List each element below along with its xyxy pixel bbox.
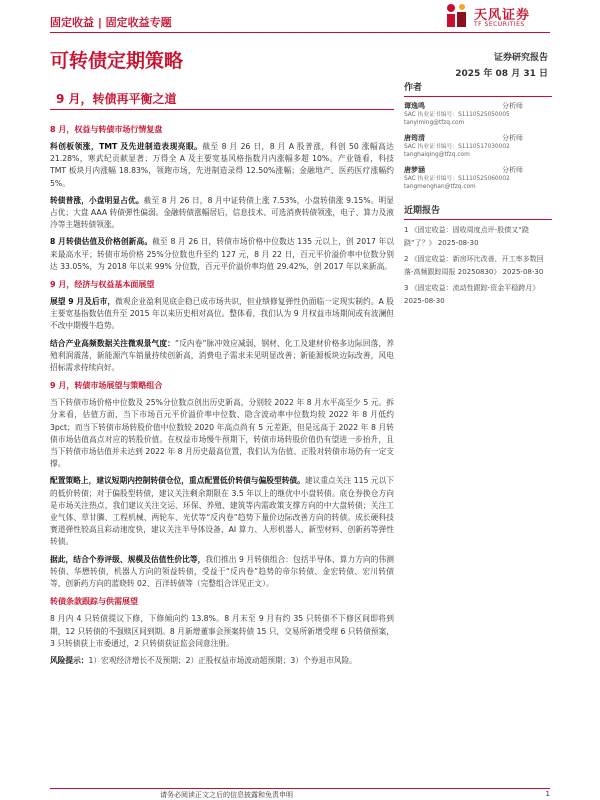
paragraph [50,236,394,273]
brand-logo [444,2,554,32]
analyst-email[interactable]: tanyiming@tfzq.com [404,120,465,126]
paragraph-lead: 据此，结合个券评级、规模及估值性价比等， [50,554,206,564]
analyst-cert: SAC 执业证书编号：S1110517030002 [404,144,510,150]
paragraph-lead: 配置策略上，建议短期内控制转债仓位，重点配置低价转债与偏股型转债。 [50,476,305,486]
recent-report-link[interactable]: 3 《固定收益：流动性跟踪-资金平稳跨月》 2025-08-30 [404,284,540,305]
section-heading: 转债条款跟踪与供需展望 [50,597,138,607]
section-heading: 9 月，经济与权益基本面展望 [50,280,155,290]
section-heading: 8 月，权益与转债市场行情复盘 [50,125,163,134]
report-type: 证券研究报告 [493,53,548,63]
subtitle-bar [50,86,394,110]
main-content [50,118,394,672]
paragraph-text: 当下转债市场价格中位数及 25%分位数点创出历史新高，分别较 2022 年 8 月水平高至少 5 元。拆分来看，估值方面，当下市场百元平价溢价率中位数、隐含波动率中位数均较 2022 年 8 月低约 3pct；而当下转债市场转股价值中位数较 2020 年高点尚有 5 元差距，但是远高于 2022 年 8 月转债市场估值高点对应的转股价值。在权益市场慢牛预期下，转债市场转股价值仍有望进一步抬升，且当下转债市场估值并未达到 2022 年 8 月历史最高位置，我们认为估值、正股对转债市场仍有一定支撑。 [50,398,394,469]
paragraph [50,338,394,375]
recent-report-link[interactable]: 2 《固定收益：新房环比改善，开工率多数回落-高频跟踪周报 20250830》 2025-08-30 [404,255,544,276]
analyst-role: 分析师 [502,134,523,142]
paragraph-text: 我们推出 9 月转债组合：包括半导体、算力方向的伟测转债、华懋转债，机器人方向的领益转债，受益于“反内卷”趋势的帝尔转债、金宏转债、宏川转债等，创新药方向的蓝晓转 02、百洋转债等（完整组合详见正文）。 [50,554,394,589]
paragraph-lead: 8 月转债估值及价格创新高。 [50,237,153,247]
analyst-name: 唐筠清 [404,134,425,142]
report-date: 2025 年 08 月 31 日 [455,69,548,79]
analyst-role: 分析师 [502,166,523,174]
paragraph [50,475,394,548]
paragraph [50,397,394,470]
paragraph-text: “反内卷”脉冲效应减弱，钢材、化工及建材价格多边际回落，养殖利润震荡，新能源汽车销量持续创新高，消费电子需求未见明显改善；新能源板块边际改善，风电招标需求持续向好。 [50,338,394,373]
paragraph [50,195,394,232]
paragraph [50,141,394,190]
authors-heading: 作者 [404,80,552,97]
paragraph [50,296,394,333]
paragraph-lead: 转债普涨，小盘明显占优。 [50,195,144,205]
analyst-name: 谭逸鸣 [404,102,425,110]
paragraph-lead: 科创板领涨，TMT 及先进制造表现亮眼。 [50,142,203,151]
logo-cn-text: 天风证券 [474,8,531,23]
paragraph-text: 截至 8 月 26 日，8 月 A 股普涨，科创 50 涨幅高达 21.28%，寒武纪贡献显著；万得全 A 及主要宽基风格指数月内涨幅多超 10%。产业链看，科技 TMT 板块月内涨幅 18.83%，领跑市场，先进制造录得 12.50%涨幅；金融地产、医药医疗涨幅约 5%。 [50,142,394,188]
analyst-card [404,133,552,159]
analyst-email[interactable]: tangmenghan@tfzq.com [404,184,476,190]
analyst-cert: SAC 执业证书编号：S1110525060002 [404,176,510,182]
paragraph-text: 8 月内 4 只转债提议下修，下修倾向约 13.8%。8 月末至 9 月有约 35 只转债不下修区间即将到期，12 只转债的不强赎区间到期。8 月新增董事会预案转债 15 只，交易所新增受理 6 只转债预案，3 只转债获上市委通过，2 只转债获证监会同意注册。 [50,614,394,648]
paragraph-text: 1）宏观经济增长不及预期；2）正股权益市场波动超预期；3）个券退市风险。 [88,655,357,665]
analyst-role: 分析师 [502,102,523,110]
analyst-card [404,165,552,191]
recent-reports [404,203,552,307]
analyst-email[interactable]: tanghaiqing@tfzq.com [404,152,470,158]
paragraph [50,655,394,667]
analyst-cert: SAC 执业证书编号：S1110525050005 [404,112,510,118]
report-title: 可转债定期策略 [50,50,184,72]
header-divider [50,32,550,33]
footer-divider [50,788,550,789]
page-number: 1 [545,790,550,798]
paragraph [50,554,394,591]
header-category: 固定收益 | 固定收益专题 [50,16,172,29]
section-heading: 9 月，转债市场展望与策略组合 [50,381,163,391]
recent-heading: 近期报告 [404,203,552,220]
analyst-card [404,101,552,127]
sidebar [404,80,552,311]
logo-mark-icon [444,2,470,30]
footer-disclaimer: 请务必阅读正文之后的信息披露和免责申明 [160,791,293,799]
paragraph-text: 截至 8 月 26 日，转债市场价格中位数达 135 元以上，创 2017 年以来最高水平；转债市场价格 25%分位数也升至约 127 元，8 月 22 日，百元平价溢价率中位数分别达 33.05%，为 2018 年以来 99% 分位数，百元平价溢价率均值 29.42%，创 2017 年以来新高。 [50,237,395,271]
paragraph-text: 截至 8 月 26 日，8 月中证转债上涨 7.53%，小盘转债涨 9.15%。明显占优；大盘 AAA 转债弹性偏弱。金融转债涨幅居后，信息技术、可选消费转债领涨，电子、算力及液冷等主题转债领涨。 [50,195,394,230]
analyst-name: 唐梦涵 [404,166,425,174]
paragraph [50,613,394,650]
report-subtitle: 9 月，转债再平衡之道 [56,92,177,106]
paragraph-text: 微观企业盈利见底企稳已成市场共识，但业绩修复弹性仍面临一定现实制约。A 股主要宽基指数估值升至 2015 年以来历史相对高位。整体看，我们认为 9 月权益市场期间或有波澜但不改中期慢牛趋势。 [50,297,394,331]
paragraph-lead: 展望 9 月及后市， [50,297,116,307]
logo-en-text: TF SECURITIES [474,21,525,28]
paragraph-text: 建议重点关注 115 元以下的低价转债；对于偏股型转债，建议关注剩余期限在 3.5 年以上的继优中小盘转债。底仓券换仓方向是市场关注热点，我们建议关注交运、环保、养殖、建筑等内需政策支撑方向的中大盘转债；关注工业气体、草甘膦、工程机械、两轮车、光伏等“反内卷”趋势下量价边际改善方向的转债。成长硬科技赛道弹性较高且彩动速度快，建议关注半导体设备、AI 算力、人形机器人、新型材料、创新药等弹性转债。 [50,476,394,547]
paragraph-lead: 风险提示： [50,655,89,665]
paragraph-lead: 结合产业高频数据关注微观景气度： [50,338,175,348]
recent-report-link[interactable]: 1 《固定收益：固收周度点评-股债又“跷跷”了？》 2025-08-30 [404,226,529,247]
